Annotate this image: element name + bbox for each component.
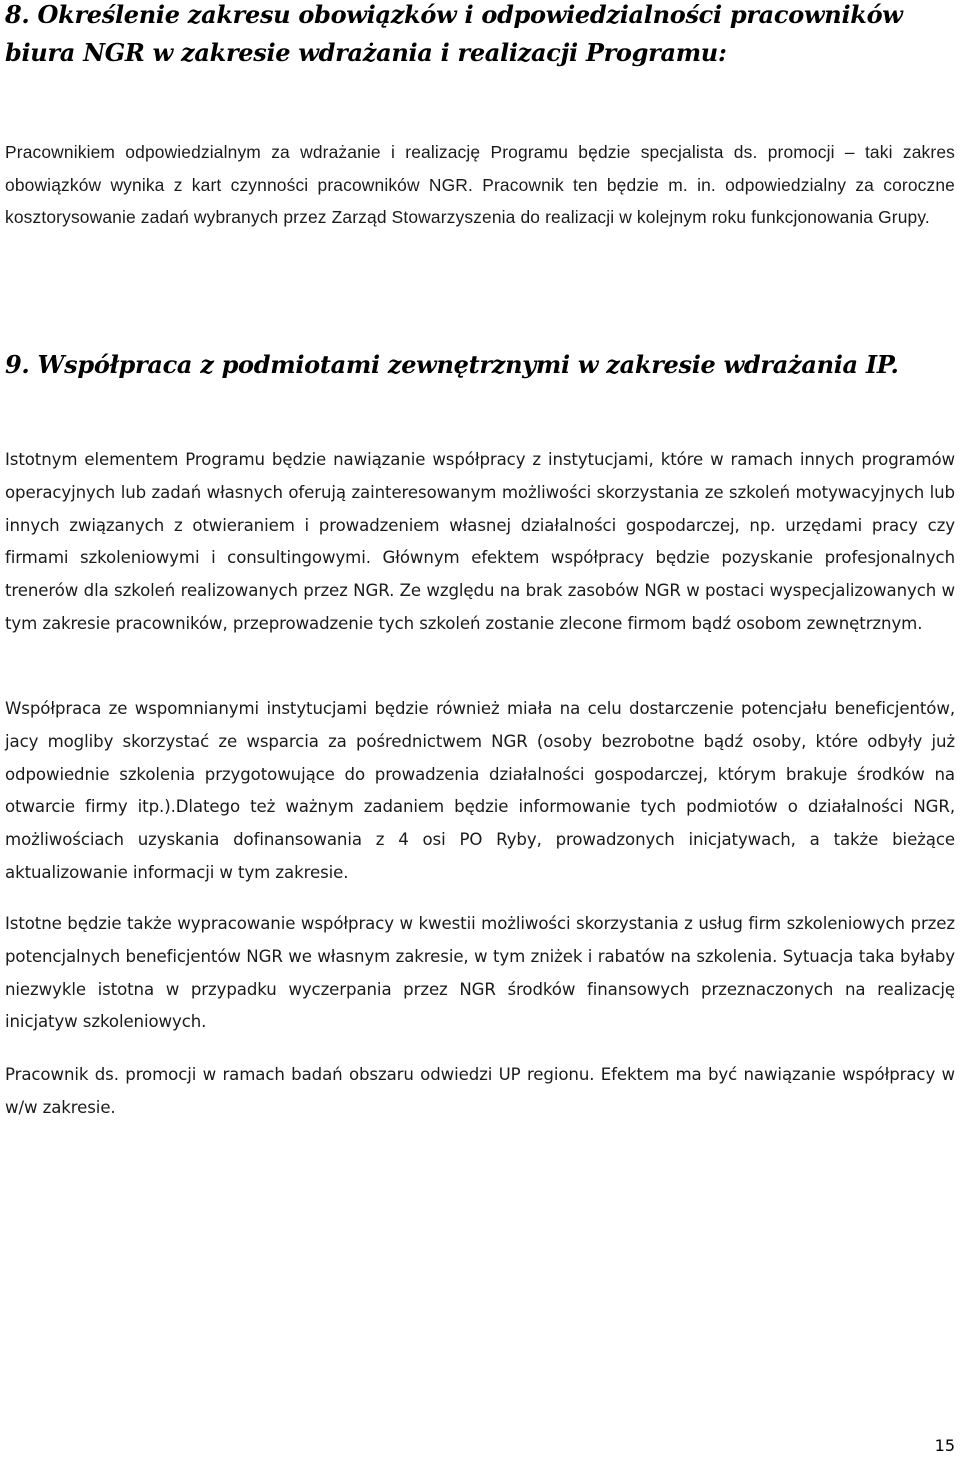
page-number: 15 bbox=[934, 1436, 955, 1455]
section-8-heading: 8. Określenie zakresu obowiązków i odpowiedzialności pracowników biura NGR w zakresie wdrażania i realizacji Programu: bbox=[5, 0, 903, 67]
section-8-paragraph: Pracownikiem odpowiedzialnym za wdrażanie i realizację Programu będzie specjalista ds. promocji – taki zakres obowiązków wynika z kart czynności pracowników NGR. Pracownik ten będzie m. in. odpowiedzialny za coroczne kosztorysowanie zadań wybranych przez Zarząd Stowarzyszenia do realizacji w kolejnym roku funkcjonowania Grupy. bbox=[5, 142, 955, 227]
section-9-paragraph-1: Istotnym elementem Programu będzie nawiązanie współpracy z instytucjami, które w ramach innych programów operacyjnych lub zadań własnych oferują zainteresowanym możliwości skorzystania ze szkoleń motywacyjnych lub innych związanych z otwieraniem i prowadzeniem własnej działalności gospodarczej, np. urzędami pracy czy firmami szkoleniowymi i consultingowymi. Głównym efektem współpracy będzie pozyskanie profesjonalnych trenerów dla szkoleń realizowanych przez NGR. Ze względu na brak zasobów NGR w postaci wyspecjalizowanych w tym zakresie pracowników, przeprowadzenie tych szkoleń zostanie zlecone firmom bądź osobom zewnętrznym. bbox=[5, 450, 955, 633]
section-9-paragraph-2: Współpraca ze wspomnianymi instytucjami będzie również miała na celu dostarczenie potencjału beneficjentów, jacy mogliby skorzystać ze wsparcia za pośrednictwem NGR (osoby bezrobotne bądź osoby, które odbyły już odpowiednie szkolenia przygotowujące do prowadzenia działalności gospodarczej, którym brakuje środków na otwarcie firmy itp.).Dlatego też ważnym zadaniem będzie informowanie tych podmiotów o działalności NGR, możliwościach uzyskania dofinansowania z 4 osi PO Ryby, prowadzonych inicjatywach, a także bieżące aktualizowanie informacji w tym zakresie. bbox=[5, 699, 955, 882]
section-9-paragraph-4: Pracownik ds. promocji w ramach badań obszaru odwiedzi UP regionu. Efektem ma być nawiązanie współpracy w w/w zakresie. bbox=[5, 1065, 955, 1117]
section-9-heading: 9. Współpraca z podmiotami zewnętrznymi w zakresie wdrażania IP. bbox=[5, 350, 899, 379]
section-9-paragraph-3: Istotne będzie także wypracowanie współpracy w kwestii możliwości skorzystania z usług firm szkoleniowych przez potencjalnych beneficjentów NGR we własnym zakresie, w tym zniżek i rabatów na szkolenia. Sytuacja taka byłaby niezwykle istotna w przypadku wyczerpania przez NGR środków finansowych przeznaczonych na realizację inicjatyw szkoleniowych. bbox=[5, 914, 955, 1032]
